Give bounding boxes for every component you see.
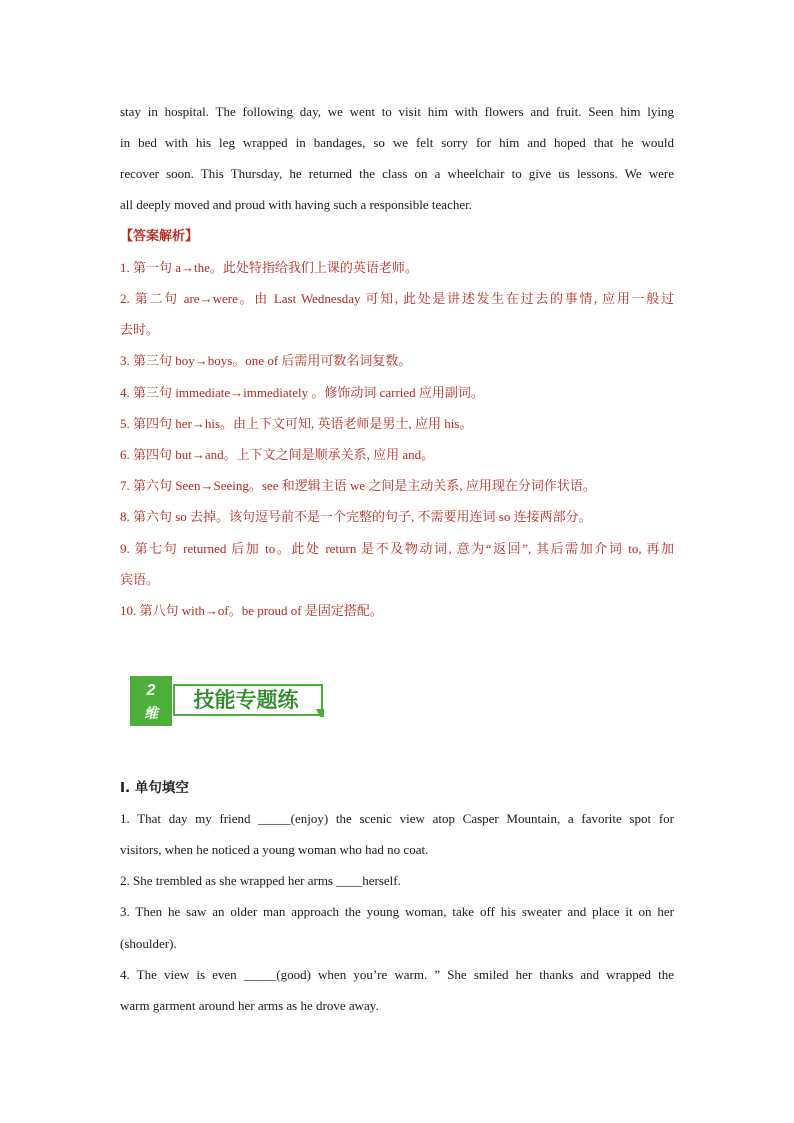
- analysis-item: 6. 第四句 but→and。上下文之间是顺承关系, 应用 and。: [120, 447, 435, 462]
- badge-title: 技能专题练: [193, 688, 299, 712]
- passage-line: all deeply moved and proud with having such a responsible teacher.: [120, 197, 472, 212]
- analysis-item: 3. 第三句 boy→boys。one of 后需用可数名词复数。: [120, 353, 412, 368]
- passage-line: recover soon. This Thursday, he returned the class on a wheelchair to give us lessons. We were: [120, 166, 674, 181]
- badge-graphic: [130, 676, 326, 726]
- analysis-item: 9. 第七句 returned 后加 to。此处 return 是不及物动词, 意为“返回”, 其后需加介词 to, 再加: [120, 541, 674, 556]
- question-line-continuation: warm garment around her arms as he drove away.: [120, 998, 379, 1013]
- analysis-item-continuation: 去时。: [120, 322, 160, 337]
- badge-unit: 维: [144, 706, 158, 722]
- analysis-item: 8. 第六句 so 去掉。该句逗号前不是一个完整的句子, 不需要用连词 so 连接两部分。: [120, 509, 592, 524]
- question-line: 4. The view is even _____(good) when you’re warm. ” She smiled her thanks and wrapped the: [120, 967, 674, 982]
- section-title: I. 单句填空: [120, 780, 189, 796]
- question-line-continuation: visitors, when he noticed a young woman who had no coat.: [120, 842, 429, 857]
- analysis-item: 7. 第六句 Seen→Seeing。see 和逻辑主语 we 之间是主动关系, 应用现在分词作状语。: [120, 478, 596, 493]
- question-line: 2. She trembled as she wrapped her arms ____herself.: [120, 873, 401, 888]
- analysis-item-continuation: 宾语。: [120, 572, 160, 587]
- analysis-item: 2. 第二句 are→were。由 Last Wednesday 可知, 此处是讲述发生在过去的事情, 应用一般过: [120, 291, 674, 306]
- section-badge: [130, 676, 326, 726]
- analysis-item: 10. 第八句 with→of。be proud of 是固定搭配。: [120, 603, 383, 618]
- question-line: 1. That day my friend _____(enjoy) the scenic view atop Casper Mountain, a favorite spot for: [120, 811, 674, 826]
- analysis-item: 1. 第一句 a→the。此处特指给我们上课的英语老师。: [120, 260, 418, 275]
- analysis-item: 5. 第四句 her→his。由上下文可知, 英语老师是男士, 应用 his。: [120, 416, 473, 431]
- passage-line: stay in hospital. The following day, we went to visit him with flowers and fruit. Seen him lying: [120, 104, 674, 119]
- question-line: 3. Then he saw an older man approach the young woman, take off his sweater and place it on her: [120, 904, 674, 919]
- badge-number: 2: [146, 682, 156, 699]
- question-line-continuation: (shoulder).: [120, 936, 177, 951]
- passage-line: in bed with his leg wrapped in bandages, so we felt sorry for him and hoped that he would: [120, 135, 674, 150]
- answer-analysis-heading: 【答案解析】: [120, 229, 199, 244]
- analysis-item: 4. 第三句 immediate→immediately 。修饰动词 carried 应用副词。: [120, 385, 484, 400]
